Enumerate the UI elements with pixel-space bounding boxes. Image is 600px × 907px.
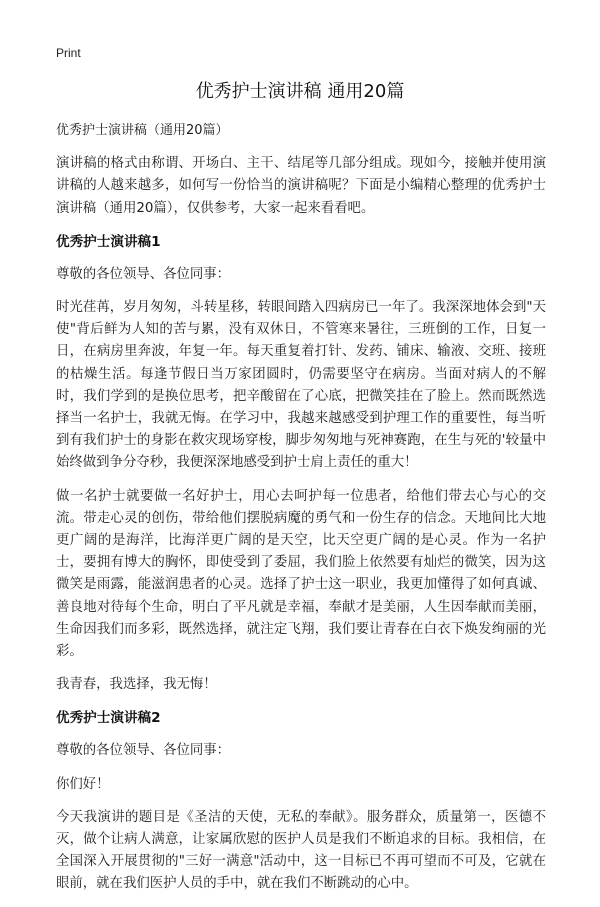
greeting: 你们好！ [56, 776, 110, 792]
print-link[interactable]: Print [56, 46, 81, 60]
article-body [56, 120, 546, 907]
page-title: 优秀护士演讲稿 通用20篇 [195, 81, 405, 102]
section-heading: 优秀护士演讲稿2 [56, 710, 161, 727]
closing-line: 我青春，我选择，我无悔！ [56, 677, 217, 693]
section-1 [56, 231, 546, 697]
body-paragraph: 时光荏苒，岁月匆匆，斗转星移，转眼间踏入四病房已一年了。我深深地体会到"天使"背后鲜为人知的苦与累，没有双休日，不管寒来暑往，三班倒的工作，日复一日，在病房里奔波，年复一年。每天重复着打针、发药、铺床、输液、交班、接班的枯燥生活。每逢节假日当万家团圆时，仍需要坚守在病房。当面对病人的不解时，我们学到的是换位思考，把辛酸留在了心底，把微笑挂在了脸上。然而既然选择当一名护士，我就无悔。在学习中，我越来越感受到护理工作的重要性，每当听到有我们护士的身影在救灾现场穿梭，脚步匆匆地与死神赛跑，在生与死的'较量中始终做到争分夺秒，我便深深地感受到护士肩上责任的重大！ [56, 300, 546, 471]
section-2 [56, 707, 546, 895]
salutation: 尊敬的各位领导、各位同事： [56, 266, 231, 282]
intro-paragraph: 演讲稿的格式由称谓、开场白、主干、结尾等几部分组成。现如今，接触并使用演讲稿的人越来越多，如何写一份恰当的演讲稿呢？下面是小编精心整理的优秀护士演讲稿（通用20篇），仅供参考，大家一起来看看吧。 [56, 156, 546, 216]
body-paragraph: 做一名护士就要做一名好护士，用心去呵护每一位患者，给他们带去心与心的交流。带走心灵的创伤，带给他们摆脱病魔的勇气和一份生存的信念。天地间比大地更广阔的是海洋，比海洋更广阔的是天空，比天空更广阔的是心灵。作为一名护士，要拥有博大的胸怀，即使受到了委屈，我们脸上依然要有灿烂的微笑，因为这微笑是雨露，能滋润患者的心灵。选择了护士这一职业，我更加懂得了如何真诚、善良地对待每个生命，明白了平凡就是幸福，奉献才是美丽，人生因奉献而美丽，生命因我们而多彩，既然选择，就注定飞翔，我们要让青春在白衣下焕发绚丽的光彩。 [56, 488, 546, 660]
body-paragraph: 今天我演讲的题目是《圣洁的天使，无私的奉献》。服务群众，质量第一，医德不灭，做个让病人满意，让家属欣慰的医护人员是我们不断追求的目标。我相信，在全国深入开展贯彻的"三好一满意"活动中，这一目标已不再可望而不可及，它就在眼前，就在我们医护人员的手中，就在我们不断跳动的心中。 [56, 809, 546, 892]
document-subtitle: 优秀护士演讲稿（通用20篇） [56, 123, 229, 138]
salutation: 尊敬的各位领导、各位同事： [56, 743, 231, 759]
section-heading: 优秀护士演讲稿1 [56, 233, 161, 250]
